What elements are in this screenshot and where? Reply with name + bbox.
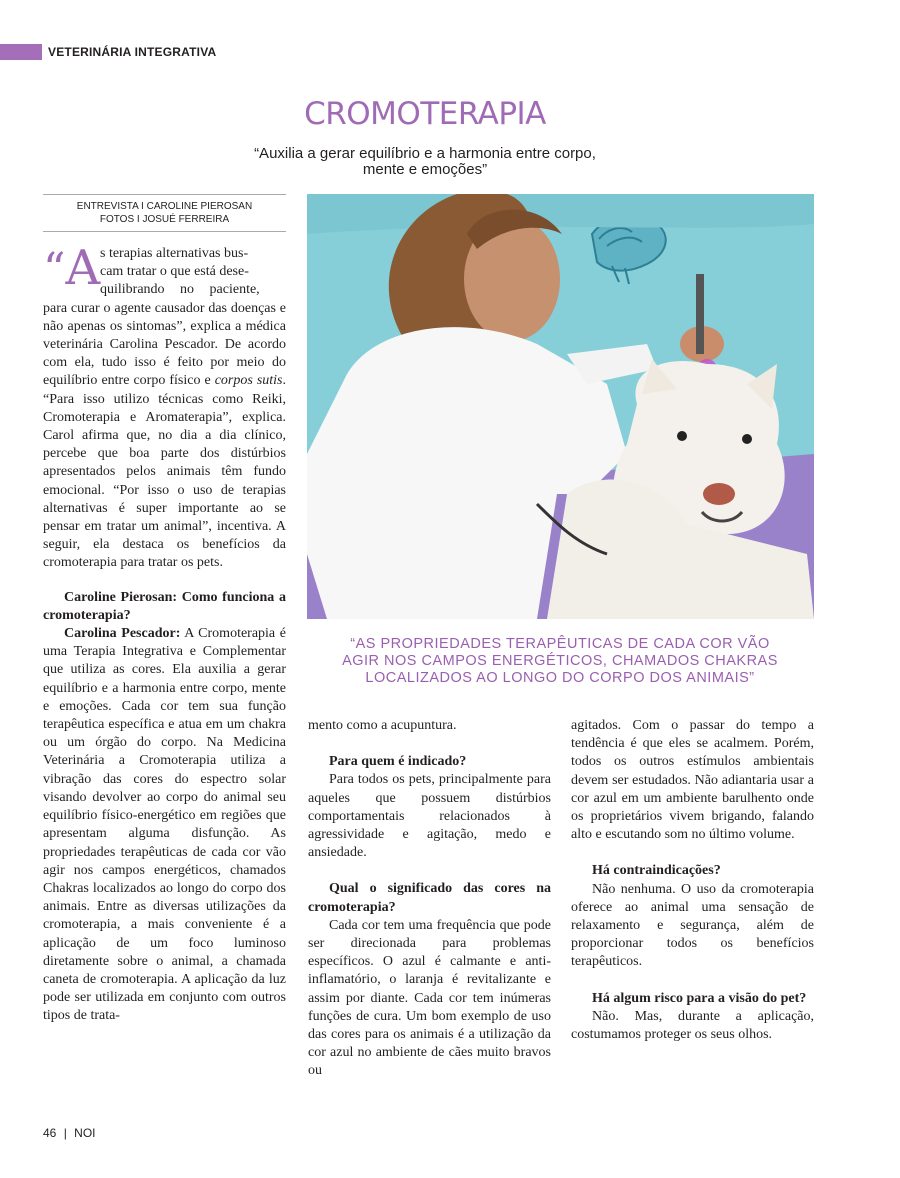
intro-line-1: s terapias alternativas bus- xyxy=(100,246,249,261)
page-footer xyxy=(43,1126,96,1140)
q4-answer: Não nenhuma. O uso da cromoterapia oferece ao animal uma sensação de relaxamento e segurança, além de proporcionar todos os benefícios terapêuticos. xyxy=(571,881,814,970)
intro-paragraph: para curar o agente causador das doenças e não apenas os sintomas”, explica a médica veterinária Carolina Pescador. De acordo com ela, tudo isso é feito por meio do equilíbrio entre corpo físico e corpos sutis. “Para isso utilizo técnicas como Reiki, Cromoterapia e Aromaterapia”, explica. Carol afirma que, no dia a dia clínico, percebe que boa parte dos distúrbios apresentados pelos animais têm fundo emocional. “Por isso o uso de terapias alternativas é super importante ao se pensar em tratar um animal”, incentiva. A seguir, ela destaca os benefícios da cromoterapia para tratar os pets. xyxy=(43,300,286,571)
qa1-answer: Carolina Pescador: A Cromoterapia é uma Terapia Integrativa e Complementar que utiliza as cores. Ela auxilia a gerar equilíbrio e a harmonia entre corpo, mente e emoções. Cada cor tem sua função terapêutica específica e atua em um chakra ou um órgão do corpo. Na Medicina Veterinária a Cromoterapia utiliza a vibração das cores do espectro solar visando devolver ao corpo do animal seu equilíbrio físico-energético em regiões que apresentam alguma disfunção. As propriedades terapêuticas de cada cor vão agir nos campos energéticos, chamados Chakras localizados ao longo do corpo dos animais. Entre as diversas utilizações da cromoterapia, a mais conveniente é a aplicação de um foco luminoso diretamente sobre o animal, a chamada caneta de cromoterapia. A aplicação da luz pode ser utilizada em conjunto com outros tipos de trata- xyxy=(43,626,286,1024)
q5-heading: Há algum risco para a visão do pet? xyxy=(592,990,807,1006)
q2-answer: Para todos os pets, principalmente para aqueles que possuem distúrbios comportamentais relacionados à agressividade e agitação, medo e ansiedade. xyxy=(308,772,551,861)
qa1-question: Caroline Pierosan: Como funciona a cromoterapia? xyxy=(43,589,286,623)
column-1 xyxy=(43,245,286,1026)
article-photo xyxy=(307,194,814,619)
section-label: VETERINÁRIA INTEGRATIVA xyxy=(48,45,217,59)
article-subtitle xyxy=(200,146,650,178)
magazine-name: NOI xyxy=(74,1126,96,1140)
credit-interview: ENTREVISTA I CAROLINE PIEROSAN xyxy=(76,201,253,212)
vet-dog-photo-illustration xyxy=(307,194,814,619)
col2-continuation: mento como a acupuntura. xyxy=(308,718,457,733)
page-number: 46 xyxy=(43,1126,57,1140)
column-3 xyxy=(571,717,814,1044)
pull-quote-line-2: AGIR NOS CAMPOS ENERGÉTICOS, CHAMADOS CHAKRAS xyxy=(342,653,778,669)
pull-quote-line-3: LOCALIZADOS AO LONGO DO CORPO DOS ANIMAIS” xyxy=(365,670,755,686)
col3-continuation: agitados. Com o passar do tempo a tendência é que eles se acalmem. Porém, todos os outros estímulos ambientais devem ser estudados. Não adiantaria usar a cor azul em um ambiente barulhento onde os proprietários vivem brigando, falando alto e escutando som no último volume. xyxy=(571,718,814,843)
q3-answer: Cada cor tem uma frequência que pode ser direcionada para problemas específicos. O azul é calmante e anti-inflamatório, o laranja é revitalizante e assim por diante. Cada cor tem inúmeras funções de cura. Um bom exemplo de uso das cores para os animais é a utilização da cor azul no ambiente de cães muito bravos ou xyxy=(308,917,551,1079)
pull-quote xyxy=(312,636,808,687)
column-2 xyxy=(308,717,551,1081)
q4-heading: Há contraindicações? xyxy=(592,863,721,879)
subtitle-line-1: “Auxilia a gerar equilíbrio e a harmonia entre corpo, xyxy=(254,145,596,162)
footer-separator: | xyxy=(63,1126,67,1140)
q2-heading: Para quem é indicado? xyxy=(329,754,467,770)
article-title: CROMOTERAPIA xyxy=(304,96,546,132)
credit-photos: FOTOS I JOSUÉ FERREIRA xyxy=(99,214,230,225)
drop-cap: “A xyxy=(43,240,101,296)
intro-line-2: cam tratar o que está dese- xyxy=(100,264,249,280)
subtitle-line-2: mente e emoções” xyxy=(362,161,488,178)
article-credits xyxy=(43,194,286,232)
q5-answer: Não. Mas, durante a aplicação, costumamos proteger os seus olhos. xyxy=(571,1008,814,1043)
intro-line-3: quilibrando no paciente, xyxy=(100,282,260,298)
q3-heading: Qual o significado das cores na cromoterapia? xyxy=(308,881,551,915)
section-color-tab xyxy=(0,44,42,60)
pull-quote-line-1: “AS PROPRIEDADES TERAPÊUTICAS DE CADA COR VÃO xyxy=(350,636,770,652)
